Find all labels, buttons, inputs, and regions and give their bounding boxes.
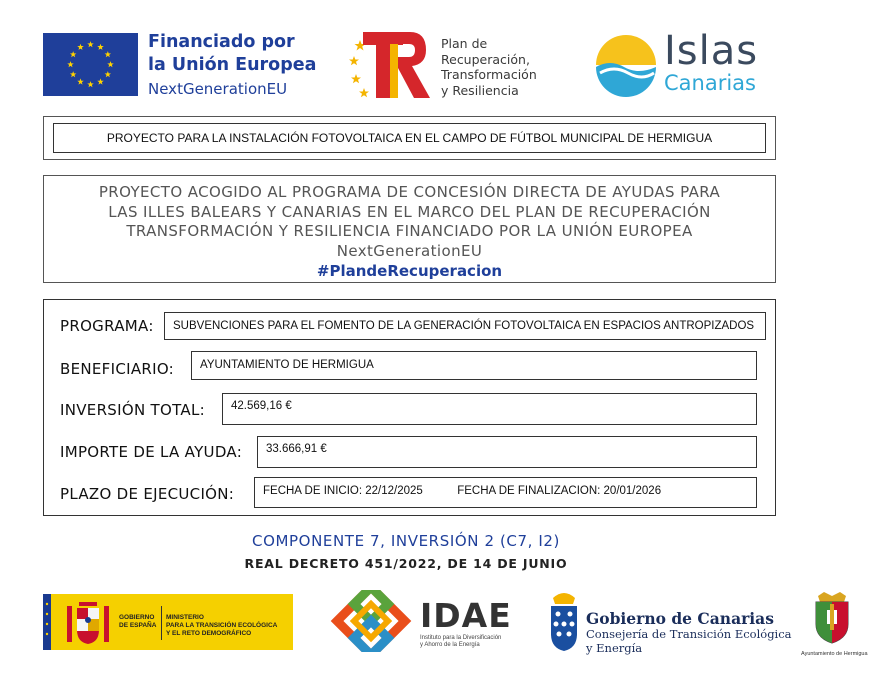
idae-text: [420, 597, 512, 649]
divider: [161, 606, 162, 640]
gobierno-espana-text: [119, 614, 156, 630]
eu-star-icon: [87, 81, 93, 87]
project-details-box: [43, 299, 776, 516]
idae-sub-2: y Ahorro de la Energía: [420, 642, 480, 648]
eu-star-icon: [97, 78, 103, 84]
ministerio-line-2: PARA LA TRANSICIÓN ECOLÓGICA: [166, 622, 278, 629]
gobierno-canarias-text: [586, 609, 792, 655]
plan-recuperacion-logo: [346, 30, 432, 100]
idae-sub-1: Instituto para la Diversificación: [420, 635, 502, 641]
eu-star-icon: [87, 41, 93, 47]
plan-recuperacion-text: [441, 36, 537, 98]
spain-coat-of-arms-icon: [65, 598, 111, 646]
project-title: PROYECTO PARA LA INSTALACIÓN FOTOVOLTAICA EN EL CAMPO DE FÚTBOL MUNICIPAL DE HERMIGUA: [53, 123, 766, 153]
eu-star-icon: [77, 44, 83, 50]
inversion-label: INVERSIÓN TOTAL:: [60, 401, 205, 419]
ministerio-line-3: Y EL RETO DEMOGRÁFICO: [166, 630, 252, 637]
description-line-3: TRANSFORMACIÓN Y RESILIENCIA FINANCIADO POR LA UNIÓN EUROPEA: [126, 222, 693, 240]
islas-line-1: Islas: [664, 28, 759, 74]
gobierno-line-1: GOBIERNO: [119, 614, 155, 621]
beneficiario-value: AYUNTAMIENTO DE HERMIGUA: [191, 351, 757, 380]
eu-line-2: la Unión Europea: [148, 55, 317, 75]
programa-label: PROGRAMA:: [60, 317, 154, 335]
eu-flag-icon: [43, 33, 138, 96]
plan-line-4: y Resiliencia: [441, 82, 519, 98]
gobierno-espana-logo: [43, 594, 293, 650]
decreto-text: REAL DECRETO 451/2022, DE 14 DE JUNIO: [244, 556, 568, 571]
idae-logo-icon: [330, 590, 413, 652]
plazo-value: [254, 477, 757, 508]
description-line-4: NextGenerationEU: [336, 241, 483, 260]
plazo-fin: FECHA DE FINALIZACION: 20/01/2026: [457, 485, 662, 497]
eu-star-icon: [70, 51, 76, 57]
idae-name: IDAE: [420, 596, 512, 635]
eu-star-icon: [107, 61, 113, 67]
eu-line-1: Financiado por: [148, 32, 295, 52]
eu-star-icon: [105, 71, 111, 77]
inversion-value: 42.569,16 €: [222, 393, 757, 425]
gobierno-line-2: DE ESPAÑA: [119, 622, 157, 629]
project-title-box: [43, 116, 776, 160]
importe-value: 33.666,91 €: [257, 436, 757, 468]
description-line-2: LAS ILLES BALEARS Y CANARIAS EN EL MARCO DEL PLAN DE RECUPERACIÓN: [108, 202, 711, 221]
beneficiario-label: BENEFICIARIO:: [60, 360, 175, 378]
canarias-sub-1: Consejería de Transición Ecológica: [586, 627, 792, 641]
ministerio-line-1: MINISTERIO: [166, 614, 204, 621]
eu-star-icon: [67, 61, 73, 67]
canarias-title: Gobierno de Canarias: [586, 609, 774, 628]
plan-line-1: Plan de: [441, 36, 488, 51]
plazo-inicio: FECHA DE INICIO: 22/12/2025: [263, 485, 423, 497]
islas-canarias-icon: [594, 35, 658, 99]
plan-stars-icon: [349, 40, 369, 97]
plazo-label: PLAZO DE EJECUCIÓN:: [60, 485, 235, 503]
program-description-box: [43, 175, 776, 283]
eu-stripe: [43, 594, 51, 650]
programa-value: SUBVENCIONES PARA EL FOMENTO DE LA GENERACIÓN FOTOVOLTAICA EN ESPACIOS ANTROPIZADOS: [164, 312, 766, 340]
eu-star-icon: [97, 44, 103, 50]
hashtag: #PlandeRecuperacion: [316, 262, 503, 280]
eu-star-icon: [77, 78, 83, 84]
islas-canarias-text: [664, 30, 758, 94]
plan-line-3: Transformación: [441, 67, 537, 82]
componente-text: COMPONENTE 7, INVERSIÓN 2 (C7, I2): [252, 532, 560, 550]
importe-label: IMPORTE DE LA AYUDA:: [60, 443, 243, 461]
plan-line-2: Recuperación,: [441, 51, 530, 67]
canarias-sub-2: y Energía: [586, 640, 643, 655]
eu-funding-text: [148, 31, 316, 101]
ministerio-text: [166, 614, 277, 638]
eu-line-3: NextGenerationEU: [148, 80, 288, 98]
eu-star-icon: [105, 51, 111, 57]
hermigua-coat-of-arms-icon: [810, 590, 854, 644]
description-line-1: PROYECTO ACOGIDO AL PROGRAMA DE CONCESIÓN DIRECTA DE AYUDAS PARA: [98, 183, 721, 201]
islas-line-2: Canarias: [664, 71, 756, 95]
hermigua-text: Ayuntamiento de Hermigua: [801, 651, 868, 657]
eu-star-icon: [70, 71, 76, 77]
canarias-coat-of-arms-icon: [547, 588, 581, 652]
